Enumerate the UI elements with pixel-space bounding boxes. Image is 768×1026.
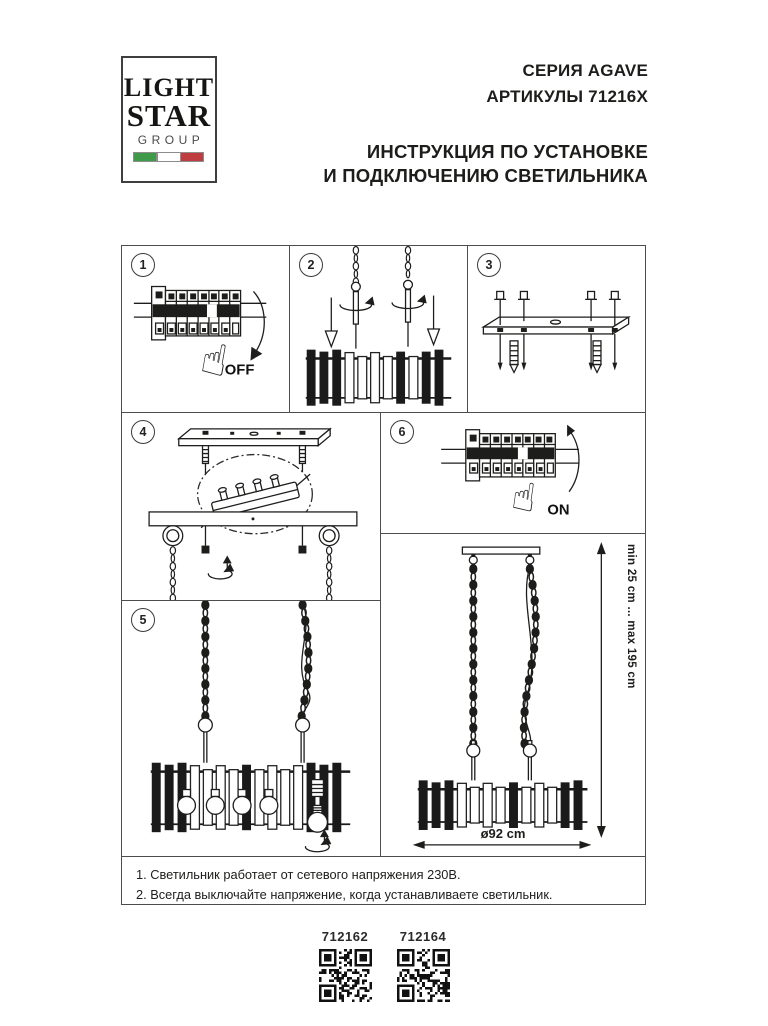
chandelier-drum [306, 350, 452, 406]
qr-block-712162 [316, 929, 374, 1007]
step-number-badge: 6 [390, 420, 414, 444]
logo-text-light: LIGHT [123, 73, 215, 102]
diameter-dimension-arrow [413, 841, 592, 849]
qr-label: 712164 [399, 929, 447, 944]
pointing-hand-icon: ☝ [508, 473, 540, 522]
rotation-arrow-icon [208, 555, 234, 578]
pointing-hand-icon: ☝ [196, 333, 232, 388]
off-label: OFF [224, 362, 255, 379]
step-number-badge: 1 [131, 253, 155, 277]
step-6-panel [380, 412, 646, 534]
instruction-steps-grid [121, 245, 646, 905]
step-1-panel [121, 245, 290, 413]
turn-off-arrow-icon [253, 291, 264, 350]
qr-code-section [0, 929, 768, 1007]
step-number-badge: 3 [477, 253, 501, 277]
step-number-badge: 4 [131, 420, 155, 444]
chandelier-drum [418, 780, 588, 830]
step-2-panel [289, 245, 468, 413]
italian-flag-icon [133, 152, 205, 162]
document-header [323, 58, 648, 188]
safety-notes-panel [121, 856, 646, 905]
turn-on-arrow-icon [569, 433, 579, 492]
hanging-chandelier-illustration [381, 534, 645, 856]
dimensions-panel [380, 533, 646, 857]
instruction-title-line2: И ПОДКЛЮЧЕНИЮ СВЕТИЛЬНИКА [323, 165, 648, 186]
down-arrow-icon [325, 296, 439, 347]
on-label: ON [547, 502, 570, 519]
series-title: СЕРИЯ AGAVE [522, 61, 648, 80]
article-number: АРТИКУЛЫ 71216X [486, 87, 648, 106]
breaker-on-illustration [381, 413, 645, 533]
height-range-label: min 25 cm ... max 195 cm [625, 544, 637, 689]
step-5-panel [121, 600, 381, 857]
qr-code-image [319, 949, 372, 1002]
step-number-badge: 2 [299, 253, 323, 277]
note-line-1: 1. Светильник работает от сетевого напряжения 230В. [136, 867, 461, 882]
instruction-title [323, 140, 648, 188]
qr-label: 712162 [321, 929, 369, 944]
diameter-label: ø92 cm [480, 826, 526, 841]
step-4-panel [121, 412, 381, 601]
lightstar-logo [121, 56, 217, 183]
logo-text-group: GROUP [137, 133, 205, 147]
bulb-installation-illustration [122, 601, 380, 856]
height-dimension-arrow [597, 542, 606, 838]
step-3-panel [467, 245, 646, 413]
qr-block-712164 [394, 929, 452, 1007]
note-line-2: 2. Всегда выключайте напряжение, когда устанавливаете светильник. [136, 887, 553, 902]
step-number-badge: 5 [131, 608, 155, 632]
qr-code-image [397, 949, 450, 1002]
instruction-title-line1: ИНСТРУКЦИЯ ПО УСТАНОВКЕ [366, 141, 648, 162]
wiring-canopy-illustration [122, 413, 380, 600]
ceiling-bar [462, 547, 539, 554]
logo-text-star: STAR [126, 98, 212, 133]
